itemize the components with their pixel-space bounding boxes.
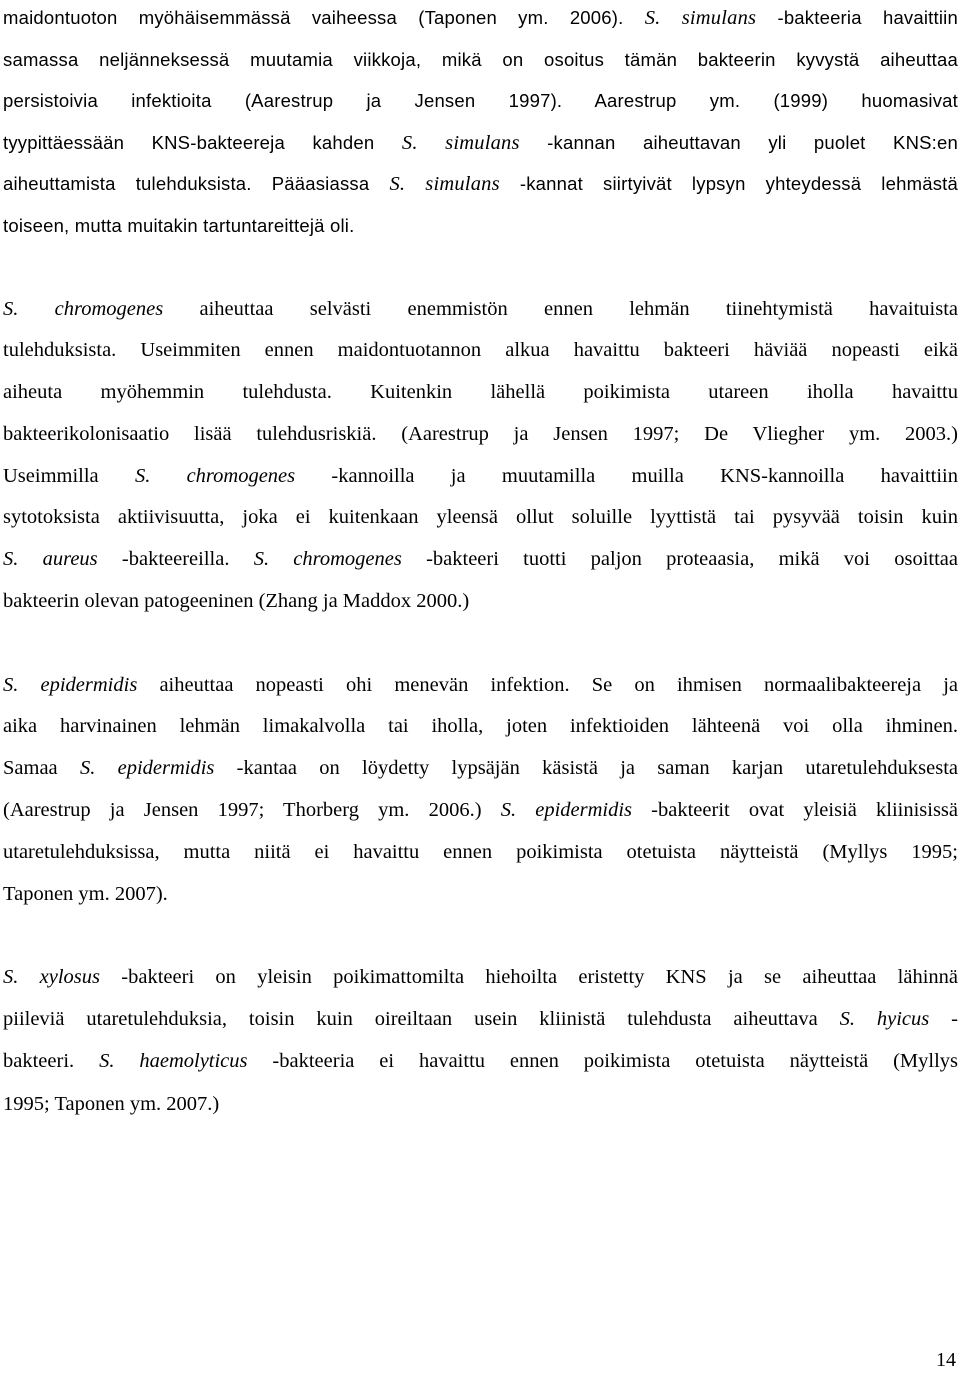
text-span: 1995; Taponen ym. 2007.): [3, 1093, 220, 1115]
species-name: S. simulans: [644, 7, 757, 29]
text-span: -kantaa on löydetty lypsäjän käsistä ja saman karjan utaretulehduksesta: [214, 757, 958, 779]
species-name: S. xylosus: [3, 966, 101, 988]
text-span: persistoivia infektioita (Aarestrup ja Jensen 1997). Aarestrup ym. (1999) huomasivat: [3, 90, 958, 111]
text-span: aiheuttaa selvästi enemmistön ennen lehmän tiinehtymistä havaituista: [163, 298, 958, 320]
text-line: [3, 706, 958, 746]
text-line: [3, 40, 958, 80]
text-span: sytotoksista aktiivisuutta, joka ei kuitenkaan yleensä ollut soluille lyyttistä tai pysyvää toisin kuin: [3, 506, 958, 528]
text-span: aika harvinainen lehmän limakalvolla tai iholla, joten infektioiden lähteenä voi olla ihminen.: [3, 715, 958, 737]
text-line: [3, 581, 958, 621]
text-line: [3, 539, 958, 579]
text-span: -bakteerit ovat yleisiä kliinisissä: [632, 799, 959, 821]
species-name: S. chromogenes: [253, 548, 402, 570]
text-span: aiheuttamista tulehduksista. Pääasiassa: [3, 173, 390, 194]
text-line: [3, 832, 958, 872]
text-line: [3, 999, 958, 1039]
species-name: S. aureus: [3, 548, 98, 570]
species-name: S. chromogenes: [3, 298, 164, 320]
text-span: -bakteeria havaittiin: [756, 7, 958, 28]
text-span: bakteeri.: [3, 1050, 100, 1072]
text-span: aiheuttaa nopeasti ohi menevän infektion. Se on ihmisen normaalibakteereja ja: [137, 674, 959, 696]
species-name: S. haemolyticus: [99, 1050, 248, 1072]
text-line: [3, 372, 958, 412]
species-name: S. hyicus: [839, 1008, 930, 1030]
text-span: bakteerikolonisaatio lisää tulehdusriskiä. (Aarestrup ja Jensen 1997; De Vliegher ym. 2003.): [3, 423, 958, 445]
text-line: [3, 414, 958, 454]
text-span: tulehduksista. Useimmiten ennen maidontuotannon alkua havaittu bakteeri häviää nopeasti eikä: [3, 339, 958, 361]
text-line: [3, 497, 958, 537]
species-name: S. epidermidis: [3, 674, 138, 696]
text-span: -bakteeri tuotti paljon proteaasia, mikä voi osoittaa: [401, 548, 959, 570]
text-span: aiheuta myöhemmin tulehdusta. Kuitenkin lähellä poikimista utareen iholla havaittu: [3, 381, 958, 403]
text-span: utaretulehduksissa, mutta niitä ei havaittu ennen poikimista otetuista näytteistä (Myllys 1995;: [3, 841, 958, 863]
text-line: [3, 748, 958, 788]
text-span: (Aarestrup ja Jensen 1997; Thorberg ym. 2006.): [3, 799, 501, 821]
text-line: [3, 456, 958, 496]
text-line: [3, 1041, 958, 1081]
species-name: S. epidermidis: [500, 799, 633, 821]
text-line: [3, 123, 958, 163]
species-name: S. simulans: [401, 132, 520, 154]
text-line: [3, 1084, 958, 1124]
text-line: [3, 164, 958, 204]
text-span: bakteerin olevan patogeeninen (Zhang ja Maddox 2000.): [3, 590, 470, 612]
text-line: [3, 957, 958, 997]
text-span: Taponen ym. 2007).: [3, 883, 168, 905]
text-span: -kannat siirtyivät lypsyn yhteydessä lehmästä: [499, 173, 958, 194]
text-line: [3, 206, 958, 246]
text-span: Useimmilla: [3, 465, 135, 487]
text-span: -bakteeria ei havaittu ennen poikimista otetuista näytteistä (Myllys: [247, 1050, 958, 1072]
text-line: [3, 0, 958, 38]
text-line: [3, 289, 958, 329]
text-line: [3, 81, 958, 121]
page-number: 14: [936, 1349, 956, 1371]
species-name: S. epidermidis: [79, 757, 215, 779]
text-span: -bakteeri on yleisin poikimattomilta hiehoilta eristetty KNS ja se aiheuttaa lähinnä: [100, 966, 958, 988]
text-line: [3, 874, 958, 914]
text-span: tyypittäessään KNS-bakteereja kahden: [3, 132, 402, 153]
text-line: [3, 330, 958, 370]
text-span: piileviä utaretulehduksia, toisin kuin oireiltaan usein kliinistä tulehdusta aiheuttava: [3, 1008, 840, 1030]
text-span: maidontuoton myöhäisemmässä vaiheessa (Taponen ym. 2006).: [3, 7, 645, 28]
text-span: toiseen, mutta muitakin tartuntareittejä oli.: [3, 215, 355, 236]
text-span: Samaa: [3, 757, 80, 779]
text-span: -kannoilla ja muutamilla muilla KNS-kannoilla havaittiin: [295, 465, 958, 487]
species-name: S. chromogenes: [134, 465, 296, 487]
species-name: S. simulans: [389, 173, 500, 195]
text-span: -bakteereilla.: [97, 548, 254, 570]
text-span: -: [929, 1008, 959, 1030]
text-span: samassa neljänneksessä muutamia viikkoja, mikä on osoitus tämän bakteerin kyvystä aiheuttaa: [3, 49, 958, 70]
text-line: [3, 790, 958, 830]
text-span: -kannan aiheuttavan yli puolet KNS:en: [519, 132, 958, 153]
text-line: [3, 665, 958, 705]
